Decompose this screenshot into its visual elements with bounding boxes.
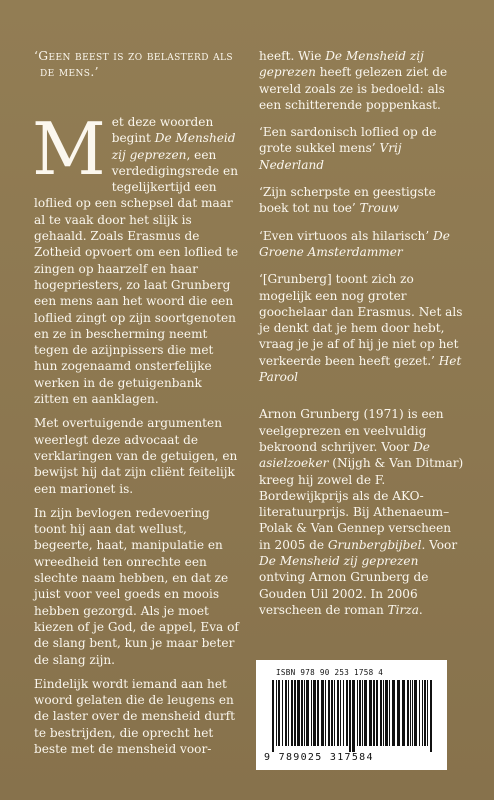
bio-text: Arnon Grunberg (1971) is een veelgeprezen en veelvuldig bekroond schrijver. Voor: [259, 407, 444, 454]
barcode-bar: [392, 680, 395, 746]
barcode-bar: [304, 680, 305, 746]
barcode-bar: [301, 680, 303, 746]
quote-text: ‘Een sardonisch loflied op de grote sukkel mens’: [259, 125, 437, 156]
review-quote-2: [259, 184, 464, 217]
bio-text: ontving Arnon Grunberg de Gouden Uil 2002. In 2006 verscheen de roman: [259, 570, 429, 617]
barcode-bar: [430, 680, 432, 752]
bio-prize-abbr: AKO: [392, 488, 420, 503]
barcode-bar: [294, 680, 296, 746]
ean-digits: 9 789025 317584: [264, 752, 374, 763]
barcode-bar: [349, 680, 351, 752]
cont-text-c: heeft gelezen ziet de wereld zoals ze is bedoeld: als een schitterende poppenkast.: [259, 65, 448, 112]
barcode-bar: [317, 680, 319, 746]
paragraph-2: Met overtuigende argumenten weerlegt deze advocaat de verklaringen van de getuigen, en bewijst hij dat zijn cliënt feitelijk een marionet is.: [34, 416, 238, 496]
barcode-panel: [256, 660, 447, 770]
barcode-bar: [410, 680, 411, 746]
barcode-bar: [364, 680, 367, 746]
barcode-bar: [291, 680, 293, 746]
bio-text: . Voor: [421, 537, 458, 552]
barcode-bar: [397, 680, 400, 746]
intro-paragraph: [32, 107, 239, 407]
barcode-bar: [340, 680, 341, 746]
barcode-bar: [331, 680, 333, 746]
barcode-bar: [282, 680, 283, 746]
bio-text: -literatuurprijs. Bij Athenaeum–Polak & Van Gennep verscheen in 2005 de: [259, 488, 452, 552]
continued-paragraph: [259, 48, 464, 113]
barcode-bar: [359, 680, 361, 746]
barcode-bar: [334, 680, 335, 746]
barcode-bar: [276, 680, 277, 746]
intro-text-a: et deze woorden begint: [111, 115, 214, 146]
barcode-bar: [285, 680, 287, 746]
quote-source: Vrij Nederland: [259, 141, 402, 172]
review-quote-3: [259, 228, 464, 261]
bio-title: Tirza: [387, 602, 419, 617]
barcode-bar: [306, 680, 309, 746]
barcode-bar: [376, 680, 378, 746]
quote-source: Het Parool: [259, 353, 462, 385]
paragraph-4: Eindelijk wordt iemand aan het woord gelaten die de leugens en de laster over de mensheid durft te bestrijden, die oprecht het beste met de mensheid voor-: [34, 676, 235, 756]
barcode-bar: [297, 680, 300, 746]
barcode-bar: [412, 680, 413, 746]
author-bio: [259, 406, 464, 618]
book-title-ref: De Mensheid zij geprezen: [111, 131, 236, 162]
quote-text: ‘Even virtuoos als hilarisch’: [259, 228, 434, 243]
quote-text: ‘Zijn scherpste en geestigste boek tot nu toe’: [259, 185, 436, 216]
barcode-bar: [422, 680, 423, 746]
bio-text: (Nijgh & Van Ditmar) kreeg hij zowel de F. Bordewijkprijs als de: [259, 456, 464, 503]
barcode-bar: [407, 680, 409, 746]
barcode-bar: [288, 680, 289, 746]
barcode-bar: [369, 680, 372, 746]
barcode-bar: [352, 680, 355, 752]
cont-text-a: heeft. Wie: [259, 49, 326, 63]
isbn-label: ISBN 978 90 253 1758 4: [276, 668, 384, 677]
review-quote-1: [259, 124, 464, 173]
review-quote-4: [259, 271, 464, 385]
drop-cap: M: [32, 107, 106, 191]
book-title-ref-2: De Mensheid zij geprezen: [259, 49, 424, 80]
barcode-bar: [424, 680, 426, 746]
barcode-bar: [414, 680, 417, 746]
barcode-bar: [311, 680, 312, 746]
barcode-image: [270, 680, 436, 752]
paragraph-3: In zijn bevlogen redevoering toont hij aan dat wellust, begeerte, haat, manipulatie en wreedheid ten onrechte een slechte naam hebben, en dat ze juist voor veel goeds en moois hebben gezorgd. Als je moet kiezen of je God, de appel, Eva of de slang bent, kun je maar beter de slang zijn.: [34, 505, 239, 667]
barcode-bar: [419, 680, 420, 746]
left-column: [34, 48, 239, 757]
barcode-bar: [278, 680, 280, 746]
bio-title: De asielzoeker: [259, 439, 430, 471]
barcode-bar: [321, 680, 324, 746]
barcode-bar: [272, 680, 274, 752]
right-column: [259, 48, 464, 618]
barcode-bar: [380, 680, 382, 746]
intro-text-c: , een verdedigingsrede en tegelijkertijd een loflied op een schepsel dat maar al te vaak door het slijk is gehaald. Zoals Erasmus de Zotheid opvoert om een loflied te zingen op haarzelf en haar hogepriesters, zo laat Grunberg een mens aan het woord die een loflied zingt op zijn soortgenoten en ze in bescherming neemt tegen de azijnpissers die met hun zogenaamd onsterfelijke werken in de getuigenbank zitten en aanklagen.: [34, 147, 239, 407]
opening-quote: ‘Geen beest is zo belasterd als de mens.’: [34, 49, 233, 79]
barcode-bar: [337, 680, 339, 746]
barcode-bar: [325, 680, 326, 746]
barcode-bar: [357, 680, 358, 746]
barcode-bar: [313, 680, 316, 746]
barcode-bar: [343, 680, 344, 746]
barcode-bar: [427, 680, 428, 746]
bio-title: De Mensheid zij geprezen: [259, 554, 419, 569]
barcode-bar: [346, 680, 348, 746]
barcode-bar: [373, 680, 375, 746]
quote-source: De Groene Amsterdammer: [259, 228, 450, 259]
quote-text: ‘[Grunberg] toont zich zo mogelijk een nog groter goochelaar dan Erasmus. Net als je denkt dat je hem door hebt, vraag je je af of hij je niet op het verkeerde been heeft gezet.’: [259, 272, 463, 368]
barcode-bar: [389, 680, 390, 746]
quote-source: Trouw: [359, 201, 399, 216]
bio-title: Grunbergbijbel: [327, 537, 422, 552]
barcode-bar: [402, 680, 405, 746]
barcode-bar: [362, 680, 363, 746]
barcode-bar: [385, 680, 388, 746]
barcode-bar: [383, 680, 384, 746]
barcode-bar: [328, 680, 330, 746]
bio-text: .: [418, 602, 423, 617]
